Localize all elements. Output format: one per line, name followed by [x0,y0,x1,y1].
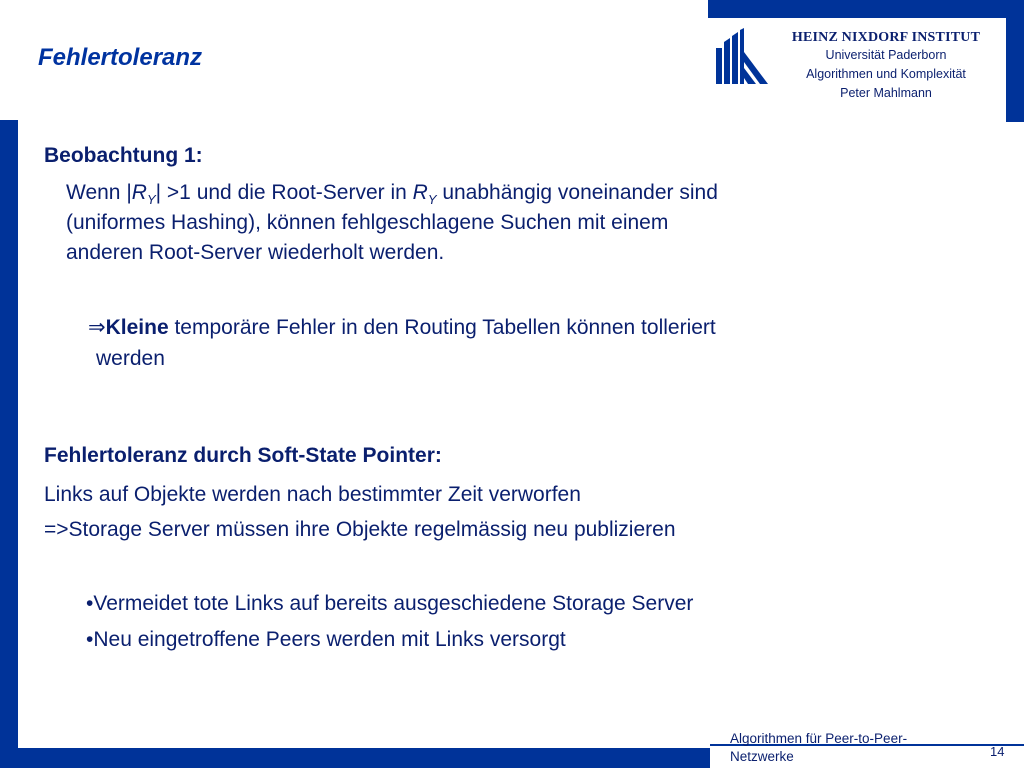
p1-mid1: | >1 und die Root-Server in [155,181,413,204]
paragraph-line-2: (uniformes Hashing), können fehlgeschlagene Suchen mit einem [66,211,669,234]
institute-author: Peter Mahlmann [840,86,932,100]
paragraph-line-3: anderen Root-Server wiederholt werden. [66,241,445,264]
soft-state-heading: Fehlertoleranz durch Soft-State Pointer: [44,444,442,467]
implies-bold: Kleine [105,316,169,339]
footer-course-line-1: Algorithmen für Peer-to-Peer- [730,731,908,746]
p1-prefix: Wenn | [66,181,132,204]
implies-rest: temporäre Fehler in den Routing Tabellen können tolleriert [168,316,716,339]
var-r: R [131,181,147,204]
right-frame-bar [1006,0,1024,122]
observation-heading: Beobachtung 1: [44,144,203,167]
institute-university: Universität Paderborn [825,48,947,62]
implies-arrow-icon: ⇒ [88,316,106,339]
institute-logo-icon [714,28,770,88]
institute-block [770,30,1002,103]
footer-course-line-2: Netzwerke [730,749,794,764]
footer-course-title [730,730,950,766]
var-r-2: R [412,181,428,204]
var-sub-2: Y [427,192,437,208]
top-right-frame-bar [708,0,1024,18]
left-frame-bar [0,120,18,748]
p1-mid2: unabhängig voneinander sind [436,181,718,204]
implication-line-1 [88,315,716,340]
soft-state-line-2: =>Storage Server müssen ihre Objekte regelmässig neu publizieren [44,518,676,541]
bullet-item: •Neu eingetroffene Peers werden mit Links versorgt [86,628,566,651]
implication-line-2: werden [96,347,165,370]
institute-name: HEINZ NIXDORF INSTITUT [791,30,981,45]
institute-department: Algorithmen und Komplexität [806,67,966,81]
var-sub: Y [146,192,156,208]
page-number: 14 [990,744,1005,759]
slide-title: Fehlertoleranz [38,44,203,71]
paragraph-line-1 [66,181,718,207]
bottom-frame-bar [0,748,710,768]
bullet-item: •Vermeidet tote Links auf bereits ausgeschiedene Storage Server [86,592,694,615]
soft-state-line-1: Links auf Objekte werden nach bestimmter Zeit verworfen [44,483,581,506]
